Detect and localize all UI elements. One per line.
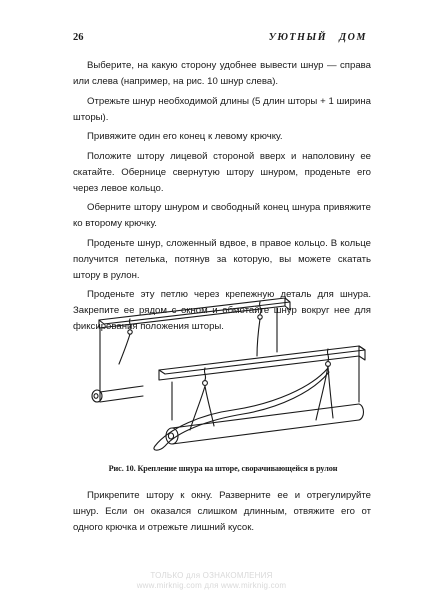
paragraph: Положите штору лицевой стороной вверх и наполовину ее скатайте. Обернице свернутую штору шнуром, проденьте его через левое кольцо.: [73, 150, 371, 194]
paragraph: Прикрепите штору к окну. Разверните ее и отрегулируйте шнур. Если он оказался слишком длинным, отвяжите его от одного крючка и отрежьте лишний кусок.: [73, 490, 371, 533]
paragraph: Проденьте шнур, сложенный вдвое, в правое кольцо. В кольце получится петелька, потянув за которую, вы можете скатать штору в рулон.: [73, 237, 371, 281]
paragraph: Оберните штору шнуром и свободный конец шнура привяжите ко второму крючку.: [73, 202, 371, 229]
watermark-line: ТОЛЬКО для ОЗНАКОМЛЕНИЯ: [150, 571, 273, 580]
figure-caption: Рис. 10. Крепление шнура на шторе, сворачивающейся в рулон: [108, 464, 338, 473]
page-header: [73, 32, 367, 46]
roller-blind-drawing: [73, 288, 373, 460]
roller-blind-illustration: [73, 288, 373, 460]
watermark: [0, 571, 423, 591]
paragraph: Привяжите один его конец к левому крючку.: [87, 131, 283, 142]
body-text-continued: [73, 488, 371, 540]
paragraph: Выберите, на какую сторону удобнее вывести шнур — справа или слева (например, на рис. 10 шнур слева).: [73, 60, 371, 87]
watermark-line: www.mirknig.com для www.mirknig.com: [136, 581, 287, 590]
page-number: 26: [73, 32, 84, 43]
paragraph: Проденьте эту петлю через крепежную деталь для шнура. Закрепите ее рядом с окном и обмотайте шнур вокруг нее для фиксирования положения шторы.: [73, 289, 371, 332]
paragraph: Отрежьте шнур необходимой длины (5 длин шторы + 1 ширина шторы).: [73, 95, 371, 123]
running-title: УЮТНЫЙ ДОМ: [268, 32, 367, 43]
